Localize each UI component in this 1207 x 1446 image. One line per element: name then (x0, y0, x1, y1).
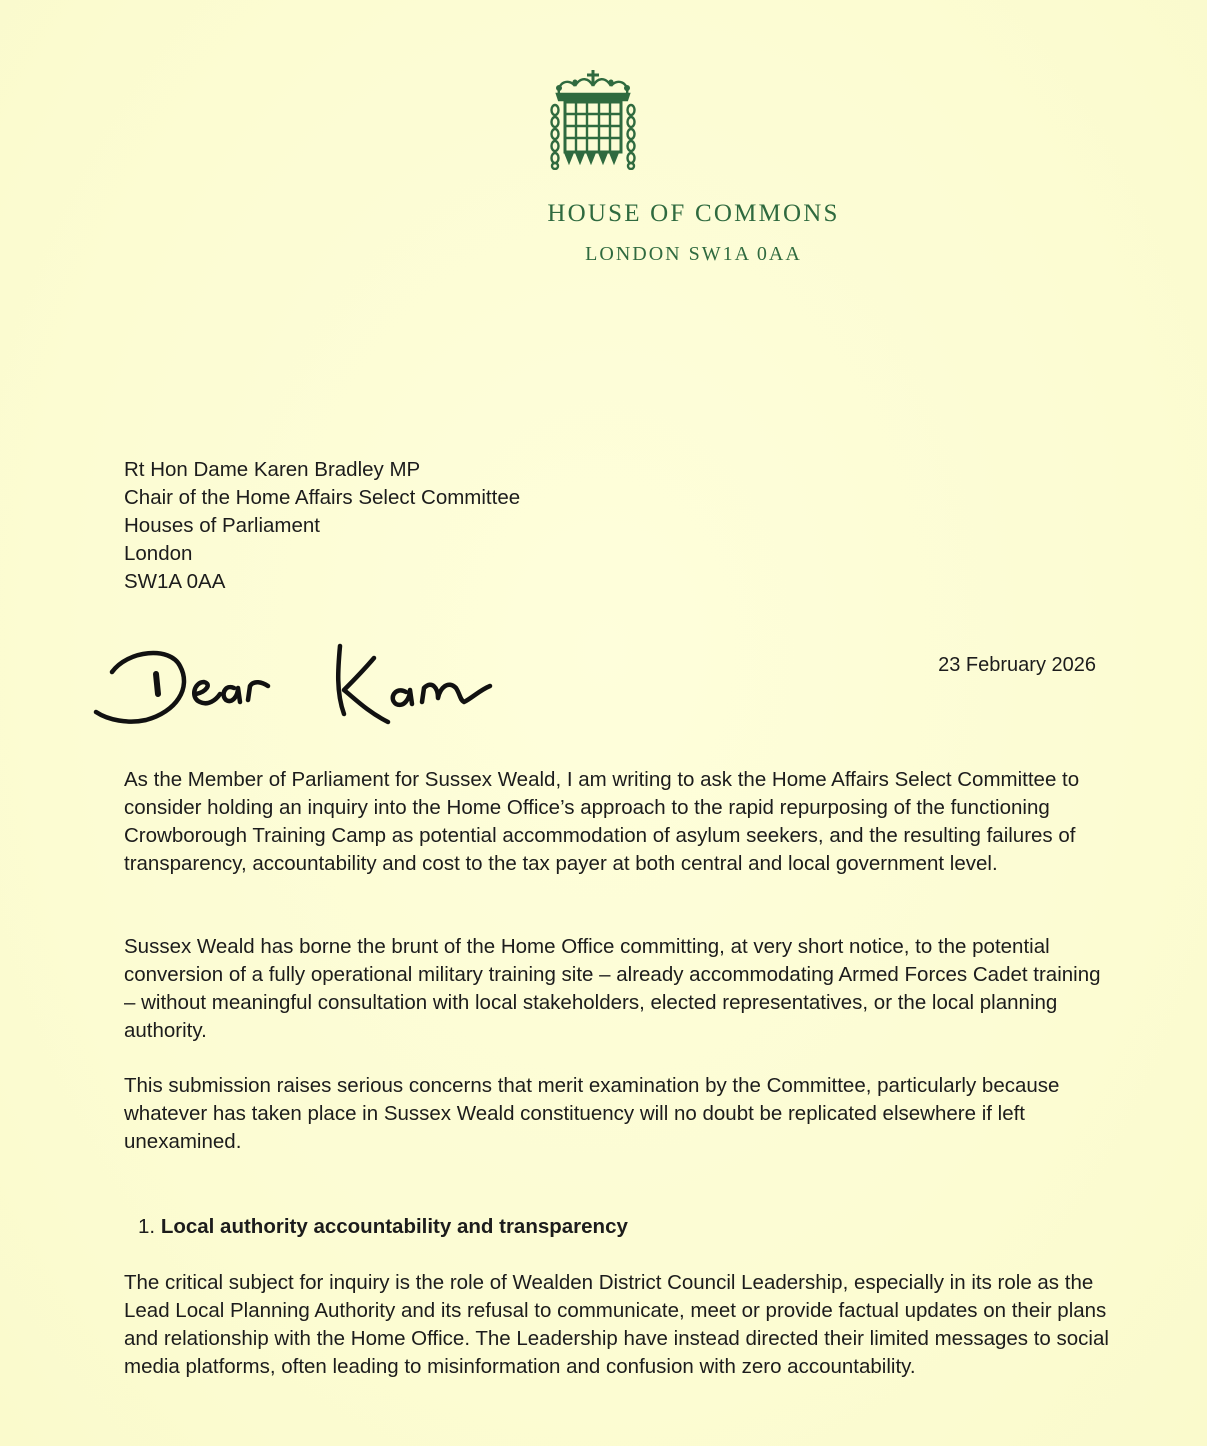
handwritten-salutation (88, 628, 508, 738)
portcullis-crest-icon (547, 64, 639, 170)
paragraph-4: The critical subject for inquiry is the role of Wealden District Council Leadership, especially in its role as the Lead Local Planning Authority and its refusal to communicate, meet or provide factual updates on their plans and relationship with the Home Office. The Leadership have instead directed their limited messages to social media platforms, often leading to misinformation and confusion with zero accountability. (124, 1271, 1109, 1378)
letterhead-title: HOUSE OF COMMONS (547, 200, 840, 227)
recipient-city: London (124, 542, 193, 565)
section-heading (138, 1213, 628, 1241)
recipient-address (124, 456, 520, 596)
recipient-role: Chair of the Home Affairs Select Committee (124, 486, 521, 509)
paragraph-3: This submission raises serious concerns that merit examination by the Committee, particularly because whatever has taken place in Sussex Weald constituency will no doubt be replicated elsewhere if left unexamined. (124, 1074, 1060, 1153)
paragraph-2: Sussex Weald has borne the brunt of the Home Office committing, at very short notice, to the potential conversion of a fully operational military training site – already accommodating Armed Forces Cadet training – without meaningful consultation with local stakeholders, elected representatives, or the local planning authority. (124, 935, 1101, 1042)
recipient-building: Houses of Parliament (124, 514, 320, 537)
letter-date: 23 February 2026 (938, 654, 1096, 676)
section-title: Local authority accountability and transparency (160, 1215, 628, 1238)
letterhead-address: LONDON SW1A 0AA (585, 243, 802, 265)
recipient-postcode: SW1A 0AA (124, 570, 226, 593)
section-number: 1. (138, 1215, 156, 1238)
recipient-name: Rt Hon Dame Karen Bradley MP (124, 458, 421, 481)
paragraph-1: As the Member of Parliament for Sussex Weald, I am writing to ask the Home Affairs Select Committee to consider holding an inquiry into the Home Office’s approach to the rapid repurposing of the functioning Crowborough Training Camp as potential accommodation of asylum seekers, and the resulting failures of transparency, accountability and cost to the tax payer at both central and local government level. (124, 768, 1080, 875)
